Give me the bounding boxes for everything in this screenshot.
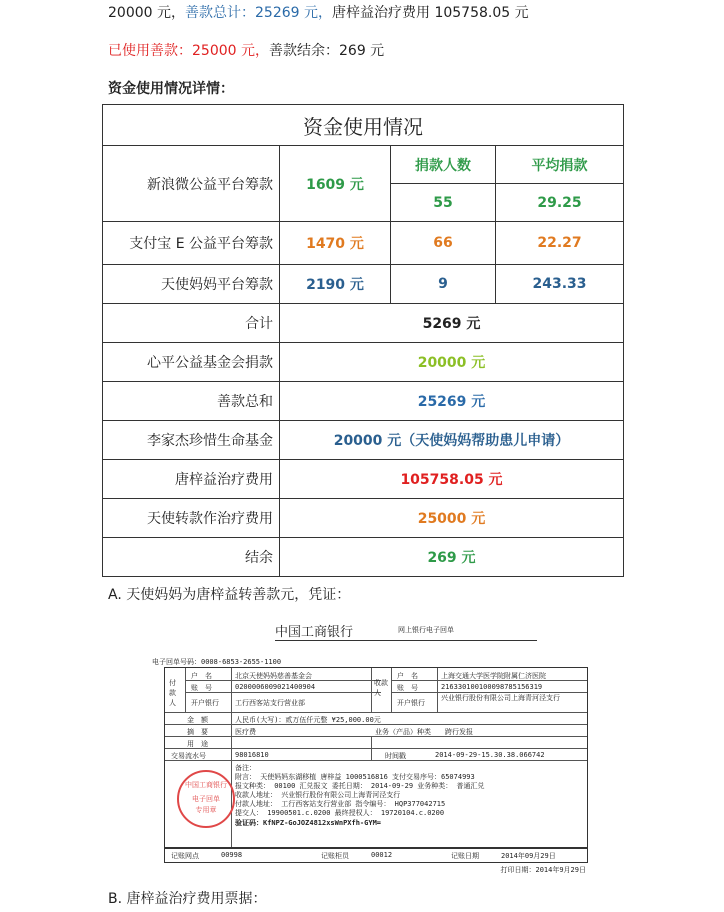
divider <box>391 692 587 693</box>
time-value: 2014-09-29-15.30.38.066742 <box>435 751 545 759</box>
divider <box>165 760 587 761</box>
table-title: 资金使用情况 <box>103 105 624 146</box>
acct-label: 账 号 <box>191 684 212 692</box>
receipt-footer <box>164 847 588 863</box>
balance-label: 结余 <box>103 538 280 577</box>
row-avg: 22.27 <box>496 222 624 265</box>
fund-label: 心平公益基金会捐款 <box>103 343 280 382</box>
seq-label: 交易流水号 <box>171 752 206 760</box>
row-avg: 29.25 <box>496 184 624 222</box>
divider <box>185 668 186 712</box>
name-label: 户 名 <box>191 672 212 680</box>
summary-line-1 <box>108 2 529 22</box>
summary-used: 已使用善款：25000 元， <box>108 43 269 59</box>
row-donors: 55 <box>391 184 496 222</box>
summary-balance: 善款结余：269 元 <box>269 43 385 59</box>
foot-branch-value: 00998 <box>221 851 243 859</box>
acct-label: 账 号 <box>397 684 418 692</box>
stamp-text: 中国工商银行 <box>185 781 227 789</box>
lee-fund-value: 20000 元（天使妈妈帮助患儿申请） <box>280 421 624 460</box>
foot-date-label: 记账日期 <box>451 852 479 860</box>
biz-label: 业务（产品）种类 <box>375 728 431 736</box>
bank-seal-icon <box>177 770 235 828</box>
divider <box>165 748 587 749</box>
sum-label: 善款总和 <box>103 382 280 421</box>
note-line: 收款人地址： 兴业银行股份有限公司上海青河泾支行 <box>235 791 401 799</box>
receipt-number: 电子回单号码：0008-6853-2655-1100 <box>152 658 282 666</box>
bank-label: 开户银行 <box>397 699 425 707</box>
cost-value: 105758.05 元 <box>280 460 624 499</box>
section-title: 资金使用情况详情： <box>108 81 234 97</box>
summary-cost: 唐梓益治疗费用 105758.05 元 <box>332 5 529 21</box>
row-donors: 66 <box>391 222 496 265</box>
use-label: 用 途 <box>187 740 208 748</box>
row-donors: 9 <box>391 265 496 304</box>
amount-value: 人民币(大写)：贰万伍仟元整 ¥25,000.00元 <box>235 716 381 724</box>
summary-line-2 <box>108 40 384 60</box>
foot-date-value: 2014年09月29日 <box>501 852 556 860</box>
row-avg: 243.33 <box>496 265 624 304</box>
divider <box>391 668 392 712</box>
summary-part: 20000 元， <box>108 5 185 21</box>
print-date: 打印日期：2014年9月29日 <box>500 866 586 874</box>
payee-acct: 216330100100098785156319 <box>441 683 543 691</box>
receipt-bank: 中国工商银行 <box>275 625 354 640</box>
row-label: 新浪微公益平台筹款 <box>103 146 280 222</box>
transfer-label: 天使转款作治疗费用 <box>103 499 280 538</box>
note-a: A. 天使妈妈为唐梓益转善款元，凭证： <box>108 587 351 603</box>
verify-code: 验证码：KfNPZ-GoJOZ4812xsWnPXfh-GYM= <box>235 819 382 827</box>
receipt-subtitle: 网上银行电子回单 <box>398 626 454 634</box>
amount-label: 金 额 <box>187 716 208 724</box>
divider <box>371 736 372 748</box>
fund-table <box>102 104 624 577</box>
bank-receipt <box>150 615 590 877</box>
cost-label: 唐梓益治疗费用 <box>103 460 280 499</box>
receipt-box <box>164 667 588 849</box>
receipt-underline <box>275 640 537 641</box>
payer-acct: 0200006009021400904 <box>235 683 316 691</box>
row-label: 天使妈妈平台筹款 <box>103 265 280 304</box>
note-line: 报文种类： 00100 汇兑报文 委托日期： 2014-09-29 业务种类： 普通汇兑 <box>235 782 485 790</box>
note-line: 备注： <box>235 764 256 772</box>
divider <box>231 668 232 848</box>
divider <box>165 712 587 713</box>
biz-value: 跨行发报 <box>445 728 473 736</box>
name-label: 户 名 <box>397 672 418 680</box>
time-label: 时间戳 <box>385 752 406 760</box>
foot-branch-label: 记账网点 <box>171 852 199 860</box>
payee-name: 上海交通大学医学院附属仁济医院 <box>441 672 546 680</box>
row-amount: 1470 元 <box>280 222 391 265</box>
balance-value: 269 元 <box>280 538 624 577</box>
payee-bank: 兴业银行股份有限公司上海青河泾支行 <box>441 694 560 702</box>
payer-label: 付款人 <box>169 679 176 707</box>
note-b: B. 唐梓益治疗费用票据： <box>108 891 267 907</box>
divider <box>437 668 438 712</box>
divider <box>371 668 372 712</box>
payer-name: 北京天使妈妈慈善基金会 <box>235 672 312 680</box>
payer-bank: 工行西客站支行营业部 <box>235 699 305 707</box>
note-line: 提交人： 19900501.c.0200 最终授权人： 19720104.c.0200 <box>235 809 445 817</box>
summary-label: 摘 要 <box>187 728 208 736</box>
row-amount: 2190 元 <box>280 265 391 304</box>
col-avg: 平均捐款 <box>496 146 624 184</box>
stamp-text: 专用章 <box>195 806 217 814</box>
seq-value: 98016810 <box>235 751 269 759</box>
lee-fund-label: 李家杰珍惜生命基金 <box>103 421 280 460</box>
row-amount: 1609 元 <box>280 146 391 222</box>
summary-total: 善款总计：25269 元， <box>185 5 332 21</box>
transfer-value: 25000 元 <box>280 499 624 538</box>
stamp-text: 电子回单 <box>192 795 220 803</box>
col-donors: 捐款人数 <box>391 146 496 184</box>
total-value: 5269 元 <box>280 304 624 343</box>
divider <box>371 748 372 760</box>
payee-label: 收款人 <box>374 679 388 697</box>
note-line: 附言： 天使妈妈东湖移植 唐梓益 1000516816 支付交易序号：65074993 <box>235 773 475 781</box>
sum-value: 25269 元 <box>280 382 624 421</box>
note-line: 付款人地址： 工行西客站支行营业部 指令编号： HQP377042715 <box>235 800 446 808</box>
fund-value: 20000 元 <box>280 343 624 382</box>
total-label: 合计 <box>103 304 280 343</box>
bank-label: 开户银行 <box>191 699 219 707</box>
divider <box>185 692 381 693</box>
foot-teller-value: 00012 <box>371 851 393 859</box>
summary-value: 医疗费 <box>235 728 256 736</box>
row-label: 支付宝 E 公益平台筹款 <box>103 222 280 265</box>
foot-teller-label: 记账柜员 <box>321 852 349 860</box>
